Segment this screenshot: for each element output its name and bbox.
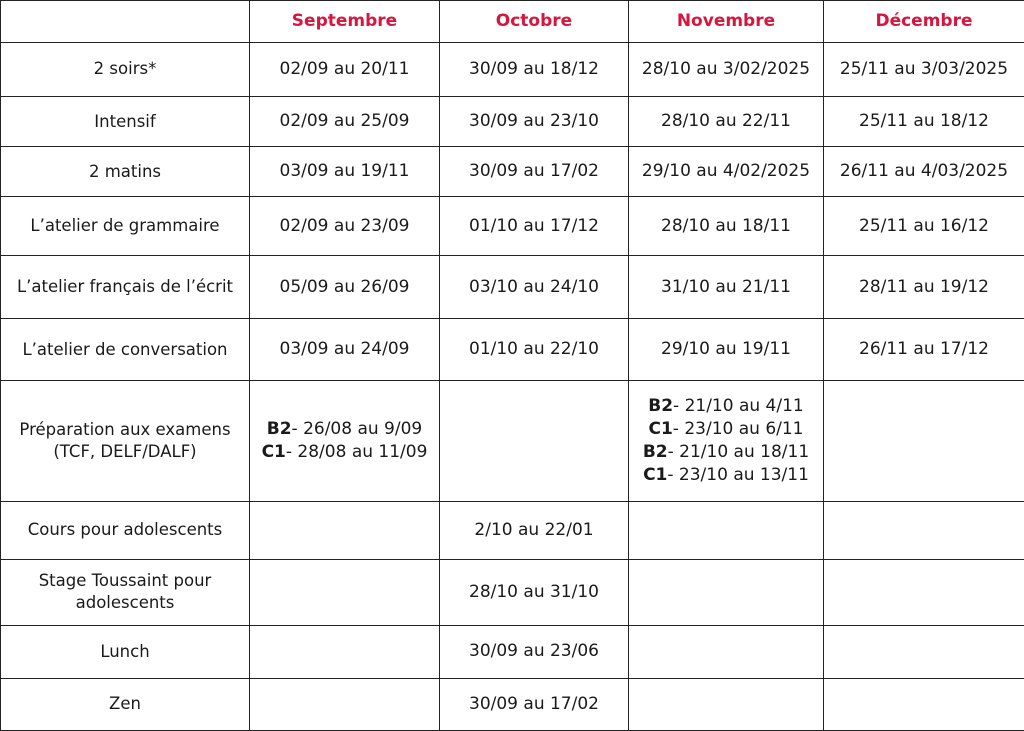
empty-cell — [824, 625, 1024, 678]
exam-session — [632, 441, 820, 464]
empty-cell — [824, 381, 1024, 501]
table-row — [1, 501, 1024, 559]
level-badge: C1 — [261, 442, 286, 463]
session-dates: - 21/10 au 4/11 — [673, 396, 804, 417]
level-badge: C1 — [648, 419, 673, 440]
exam-session — [632, 395, 820, 418]
date-cell: 28/11 au 19/12 — [824, 256, 1024, 319]
table-row — [1, 559, 1024, 625]
row-label — [1, 559, 250, 625]
date-cell: 03/09 au 24/09 — [250, 319, 440, 381]
date-cell: 25/11 au 18/12 — [824, 97, 1024, 147]
date-cell: 29/10 au 19/11 — [629, 319, 824, 381]
date-cell: 28/10 au 22/11 — [629, 97, 824, 147]
empty-cell — [629, 625, 824, 678]
date-cell: 01/10 au 17/12 — [440, 197, 629, 256]
label-line: Stage Toussaint pour — [38, 570, 212, 590]
empty-cell — [250, 559, 440, 625]
table-row — [1, 678, 1024, 730]
exam-session — [253, 441, 436, 464]
exam-prep-row — [1, 381, 1024, 501]
date-cell: 26/11 au 17/12 — [824, 319, 1024, 381]
date-cell: 28/10 au 31/10 — [440, 559, 629, 625]
session-dates: - 28/08 au 11/09 — [285, 442, 428, 463]
date-cell: 01/10 au 22/10 — [440, 319, 629, 381]
level-badge: C1 — [643, 464, 668, 485]
exam-label-line: Préparation aux examens — [19, 419, 231, 439]
session-dates: - 23/10 au 13/11 — [667, 464, 809, 485]
header-october: Octobre — [440, 1, 629, 43]
exam-session — [253, 418, 436, 441]
exam-session — [632, 418, 820, 441]
date-cell: 31/10 au 21/11 — [629, 256, 824, 319]
date-cell: 25/11 au 3/03/2025 — [824, 43, 1024, 97]
date-cell: 02/09 au 20/11 — [250, 43, 440, 97]
date-cell: 26/11 au 4/03/2025 — [824, 147, 1024, 197]
empty-cell — [629, 559, 824, 625]
exam-november-cell — [629, 381, 824, 501]
date-cell: 30/09 au 18/12 — [440, 43, 629, 97]
date-cell: 30/09 au 17/02 — [440, 678, 629, 730]
empty-cell — [824, 678, 1024, 730]
level-badge: B2 — [648, 396, 674, 417]
header-december: Décembre — [824, 1, 1024, 43]
row-label: Lunch — [1, 625, 250, 678]
empty-cell — [824, 559, 1024, 625]
exam-label-line: (TCF, DELF/DALF) — [53, 442, 197, 462]
row-label: Zen — [1, 678, 250, 730]
empty-cell — [629, 501, 824, 559]
header-november: Novembre — [629, 1, 824, 43]
date-cell: 30/09 au 23/10 — [440, 97, 629, 147]
session-dates: - 23/10 au 6/11 — [672, 419, 804, 440]
date-cell: 30/09 au 23/06 — [440, 625, 629, 678]
date-cell: 25/11 au 16/12 — [824, 197, 1024, 256]
session-dates: - 21/10 au 18/11 — [667, 442, 810, 463]
table-row — [1, 97, 1024, 147]
label-line: adolescents — [75, 593, 175, 613]
row-label: Cours pour adolescents — [1, 501, 250, 559]
empty-cell — [250, 678, 440, 730]
date-cell: 05/09 au 26/09 — [250, 256, 440, 319]
table-row — [1, 625, 1024, 678]
row-label: Intensif — [1, 97, 250, 147]
row-label — [1, 381, 250, 501]
table-row — [1, 256, 1024, 319]
table-row — [1, 147, 1024, 197]
empty-cell — [440, 381, 629, 501]
row-label: 2 matins — [1, 147, 250, 197]
header-empty-cell — [1, 1, 250, 43]
empty-cell — [250, 625, 440, 678]
date-cell: 28/10 au 18/11 — [629, 197, 824, 256]
row-label: L’atelier de grammaire — [1, 197, 250, 256]
empty-cell — [824, 501, 1024, 559]
date-cell: 29/10 au 4/02/2025 — [629, 147, 824, 197]
level-badge: B2 — [642, 442, 668, 463]
exam-september-cell — [250, 381, 440, 501]
header-september: Septembre — [250, 1, 440, 43]
table-row — [1, 319, 1024, 381]
date-cell: 02/09 au 25/09 — [250, 97, 440, 147]
session-dates: - 26/08 au 9/09 — [291, 419, 423, 440]
table-row — [1, 43, 1024, 97]
date-cell: 2/10 au 22/01 — [440, 501, 629, 559]
empty-cell — [250, 501, 440, 559]
row-label: 2 soirs* — [1, 43, 250, 97]
row-label: L’atelier français de l’écrit — [1, 256, 250, 319]
date-cell: 30/09 au 17/02 — [440, 147, 629, 197]
date-cell: 03/09 au 19/11 — [250, 147, 440, 197]
empty-cell — [629, 678, 824, 730]
level-badge: B2 — [266, 419, 292, 440]
header-row — [1, 1, 1024, 43]
date-cell: 03/10 au 24/10 — [440, 256, 629, 319]
date-cell: 28/10 au 3/02/2025 — [629, 43, 824, 97]
exam-session — [632, 464, 820, 487]
table-row — [1, 197, 1024, 256]
row-label: L’atelier de conversation — [1, 319, 250, 381]
date-cell: 02/09 au 23/09 — [250, 197, 440, 256]
